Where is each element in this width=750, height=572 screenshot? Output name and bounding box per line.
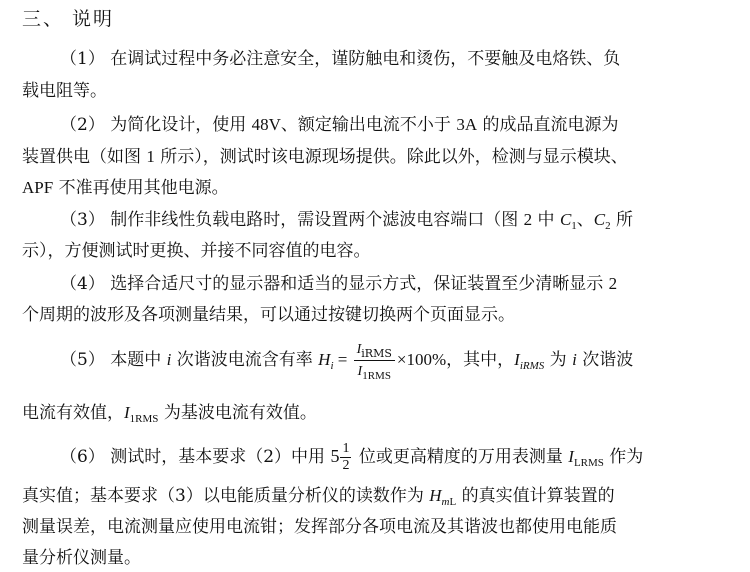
item-1-line-1: （1） 在调试过程中务必注意安全，谨防触电和烫伤，不要触及电烙铁、负 xyxy=(60,49,621,69)
item-4-line-1: （4） 选择合适尺寸的显示器和适当的显示方式，保证装置至少清晰显示 2 xyxy=(60,274,618,294)
item-4-line-2: 个周期的波形及各项测量结果，可以通过按键切换两个页面显示。 xyxy=(22,305,515,325)
section-heading: 三、 说明 xyxy=(22,8,115,30)
item-5-line-2: 电流有效值，$I_{1RMS}$ 为基波电流有效值。 xyxy=(22,403,317,425)
item-3-line-1: （3） 制作非线性负载电路时，需设置两个滤波电容端口（图 2 中 $C_1$、$C_2$ 所 xyxy=(60,210,634,232)
item-3-line-2: 示），方便测试时更换、并接不同容值的电容。 xyxy=(22,241,371,261)
hml-symbol: $H_{mL}$ xyxy=(429,486,457,508)
item-6-line-2: 真实值；基本要求（3）以电能质量分析仪的读数作为 $H_{mL}$ 的真实值计算装置的 xyxy=(22,486,615,508)
item-6-line-1: （6） 测试时，基本要求（2）中用 5 $\frac{1}{2}$ 位或更高精度的万用表测量 $I_{LRMS}$ 作为 xyxy=(60,441,644,473)
item-5-line-1: （5） 本题中 i 次谐波电流含有率 $H_i$ = $\frac{I_{iRMS}}{I_{1RMS}}$ ×100%，其中，$I_{iRMS}$ 为 i 次谐波 xyxy=(60,342,634,382)
item-2-line-2: 装置供电（如图 1 所示），测试时该电源现场提供。除此以外，检测与显示模块、 xyxy=(22,147,628,167)
half-digit-fraction: $\frac{1}{2}$ xyxy=(342,441,350,473)
c2-symbol: $C_2$ xyxy=(593,210,611,232)
item-6-line-4: 量分析仪测量。 xyxy=(22,548,141,568)
i-lrms-symbol: $I_{LRMS}$ xyxy=(568,447,604,469)
item-2-line-3: APF 不准再使用其他电源。 xyxy=(22,178,229,198)
harmonic-ratio-fraction: $\frac{I_{iRMS}}{I_{1RMS}}$ xyxy=(354,341,395,380)
h-symbol: $H_i$ xyxy=(318,350,334,372)
item-2-line-1: （2） 为简化设计，使用 48V、额定输出电流不小于 3A 的成品直流电源为 xyxy=(60,115,619,135)
item-1-line-2: 载电阻等。 xyxy=(22,81,107,101)
c1-symbol: $C_1$ xyxy=(559,210,577,232)
i-rms-symbol: $I_{iRMS}$ xyxy=(514,350,545,372)
item-6-line-3: 测量误差，电流测量应使用电流钳；发挥部分各项电流及其谐波也都使用电能质 xyxy=(22,517,617,537)
